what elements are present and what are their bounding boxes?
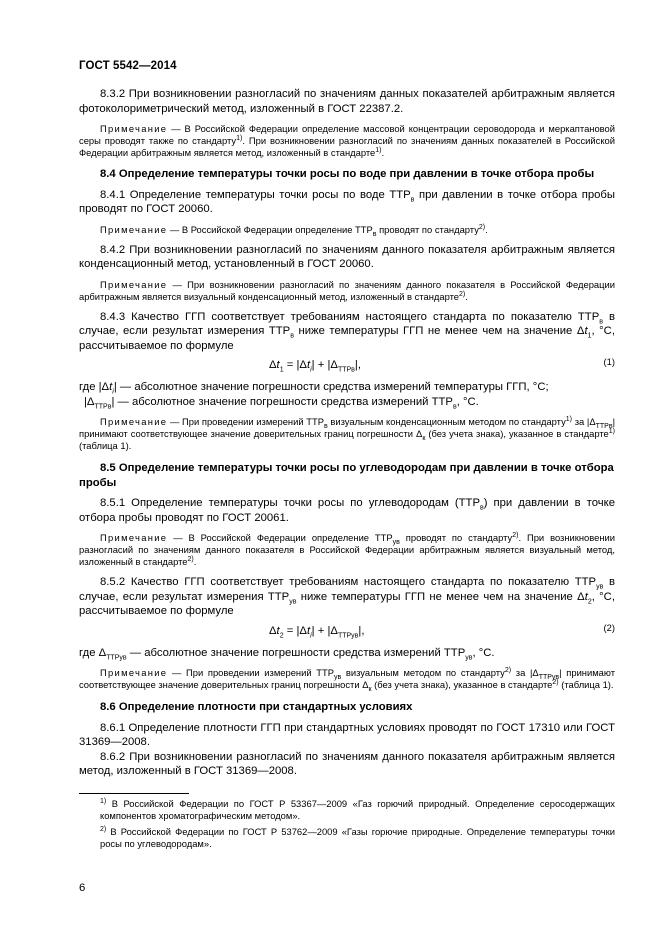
paragraph-8-3-2: 8.3.2 При возникновении разногласий по значениям данных показателей арбитражным является фотоколориметрический метод, изложенный в ГОСТ 22387.2.: [79, 88, 615, 115]
section-heading-8-5: 8.5 Определение температуры точки росы по углеводородам при давлении в точке отбора пробы: [79, 462, 614, 489]
paragraph-8-6-1: 8.6.1 Определение плотности ГГП при стандартных условиях проводят по ГОСТ 17310 или ГОСТ 31369—2008.: [79, 721, 615, 748]
formula-1-expression: $\Delta t_1 = |\Delta t_i| + |\Delta_{ТТРв}|$,: [269, 359, 361, 374]
section-heading-8-4: 8.4 Определение температуры точки росы по воде при давлении в точке отбора пробы: [100, 168, 595, 180]
document-header: ГОСТ 5542—2014: [79, 60, 177, 72]
paragraph-8-4-3: 8.4.3 Качество ГГП соответствует требованиям настоящего стандарта по показателю $ТТР_в$ в случае, если результат измерения $ТТР_в$ ниже температуры ГГП не менее чем на значение $\Delta t_1$, °С, рассчитываемое по формуле: [79, 310, 615, 352]
note-label: Примечание: [100, 123, 168, 134]
where-line-2: $|\Delta_{ТТРв}|$ — абсолютное значение погрешности средства измерений $ТТР_в$, °С.: [84, 395, 479, 410]
where-line-1: где $|\Delta t_i|$ — абсолютное значение погрешности средства измерений температуры ГГП, °С;: [79, 381, 549, 396]
formula-1: [79, 356, 615, 374]
footnote-divider: [79, 793, 189, 794]
note-label: Примечание: [100, 223, 168, 235]
note-8-5-1: Примечание — В Российской Федерации определение $ТТР_{ув}$ проводят по стандарту$^{2)}$. При возникновении разногласий по значениям данного показателя в Российской Федерации арбитражным является визуальный метод, изложенный в стандарте$^{2)}$.: [79, 531, 615, 567]
formula-2-expression: $\Delta t_2 = |\Delta t_i| + |\Delta_{ТТРув}|$,: [269, 624, 365, 639]
page-number: 6: [79, 882, 86, 894]
section-heading-8-6: 8.6 Определение плотности при стандартных условиях: [100, 701, 413, 713]
paragraph-8-5-2: 8.5.2 Качество ГГП соответствует требованиям настоящего стандарта по показателю $ТТР_{ув}$ в случае, если результат измерения $ТТР_{ув}$ ниже температуры ГГП не менее чем на значение $\Delta t_2$, °С, рассчитываемое по формуле: [79, 576, 616, 617]
note-8-4-1: Примечание — В Российской Федерации определение $ТТР_в$ проводят по стандарту$^{2)}$.: [100, 223, 488, 238]
formula-2-number: (2): [603, 621, 615, 633]
paragraph-8-5-1: 8.5.1 Определение температуры точки росы по углеводородам $(ТТР_в)$ при давлении в точке отбора пробы проводят по ГОСТ 20061.: [79, 497, 615, 524]
footnote-2: $^{2)}$ В Российской Федерации по ГОСТ Р 53762—2009 «Газы горючие природные. Определение температуры точки росы по углеводородам».: [100, 825, 615, 849]
footnote-1: $^{1)}$ В Российской Федерации по ГОСТ Р 53367—2009 «Газ горючий природный. Определение серосодержащих компонентов хроматографическим методом».: [100, 797, 615, 821]
note-8-4-3: Примечание — При проведении измерений $ТТР_в$ визуальным конденсационным методом по стандарту$^{1)}$ за $|\Delta_{ТТРв}|$ принимают соответствующее значение доверительных границ погрешности $\Delta_к$ (без учета знака), указанное в стандарте$^{1)}$ (таблица 1).: [79, 415, 616, 451]
paragraph-8-4-2: 8.4.2 При возникновении разногласий по значениям данного показателя арбитражным является конденсационный метод, установленный в ГОСТ 20060.: [79, 243, 615, 270]
note-label: Примечание: [100, 532, 168, 543]
formula-2: [79, 622, 615, 640]
page-content: [79, 87, 615, 850]
paragraph-8-6-2: 8.6.2 При возникновении разногласий по значениям данного показателя арбитражным является метод, изложенный в ГОСТ 31369—2008.: [79, 750, 615, 777]
note-8-4-2: Примечание — При возникновении разногласий по значениям данного показателя в Российской Федерации арбитражным является визуальный конденсационный метод, изложенный в стандарте$^{2)}$.: [79, 278, 615, 302]
note-8-3-2: Примечание — В Российской Федерации определение массовой концентрации сероводорода и меркаптановой серы проводят также по стандарту$^{1)}$. При возникновении разногласий по значениям данных показателей в Российской Федерации арбитражным является метод, изложенный в стандарте$^{1)}$.: [79, 123, 616, 158]
formula-1-number: (1): [603, 356, 615, 367]
note-8-5-2: Примечание — При проведении измерений $ТТР_{ув}$ визуальным методом по стандарту$^{2)}$ за $|\Delta_{ТТРув}|$ принимают соответствующее значение доверительных границ погрешности $\Delta_к$ (без учета знака), указанное в стандарте$^{2)}$ (таблица 1).: [79, 666, 615, 693]
footnotes: [79, 793, 615, 850]
note-label: Примечание: [100, 667, 168, 678]
note-label: Примечание: [100, 416, 168, 427]
paragraph-8-4-1: 8.4.1 Определение температуры точки росы по воде $ТТР_в$ при давлении в точке отбора пробы проводят по ГОСТ 20060.: [79, 188, 616, 215]
where-line-3: где $\Delta_{ТТРув}$ — абсолютное значение погрешности средства измерений $ТТР_{ув}$, °С.: [79, 646, 495, 661]
note-label: Примечание: [100, 278, 168, 290]
